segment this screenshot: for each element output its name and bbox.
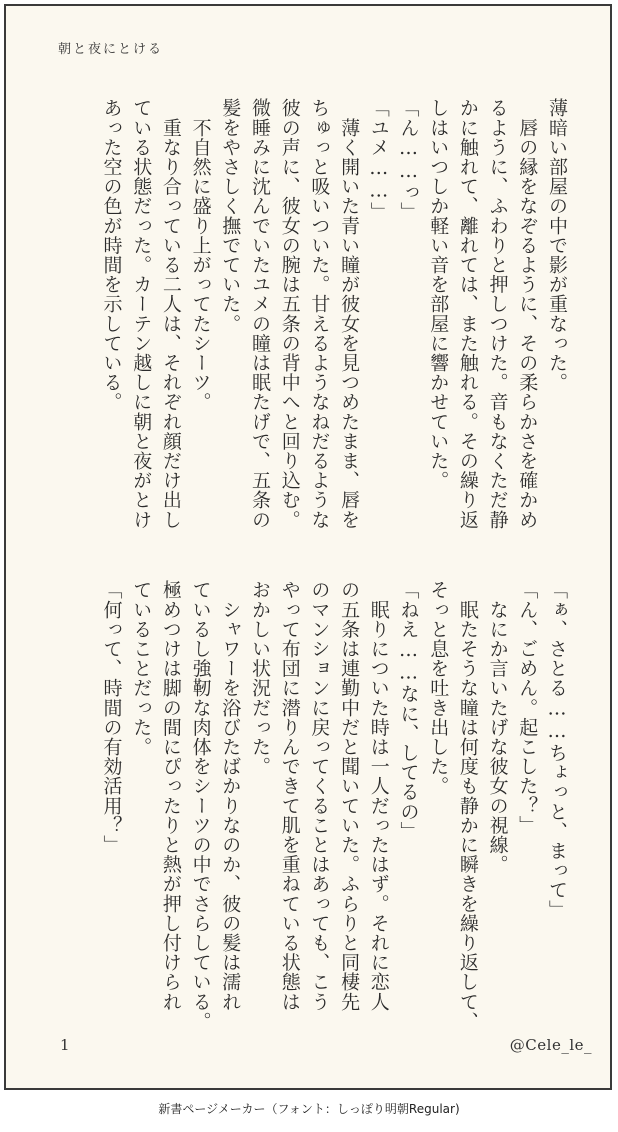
text-line: 髪をやさしく撫でていた。 [219, 98, 242, 334]
text-line: 唇の縁をなぞるように、その柔らかさを確かめ [516, 98, 539, 530]
text-line: ている状態だった。カーテン越しに朝と夜がとけ [130, 98, 153, 530]
text-line: 「ねえ……なに、してるの」 [397, 580, 420, 841]
text-line: 重なり合っている二人は、それぞれ顔だけ出し [159, 98, 182, 530]
text-line: のマンションに戻ってくることはあっても、こう [308, 580, 331, 1012]
text-line: かに触れて、離れては、また触れる。その繰り返 [456, 98, 479, 530]
text-line: の五条は連勤中だと聞いていた。ふらりと同棲先 [338, 580, 361, 1012]
text-line: 薄く開いた青い瞳が彼女を見つめたまま、唇を [338, 98, 361, 530]
text-line: 不自然に盛り上がってたシーツ。 [189, 98, 212, 412]
text-line: 「何って、時間の有効活用？」 [100, 580, 123, 855]
author-handle: @Cele_le_ [509, 1036, 592, 1054]
text-line: 薄暗い部屋の中で影が重なった。 [546, 98, 568, 392]
text-line: 微睡みに沈んでいたユメの瞳は眠たげで、五条の [249, 98, 271, 530]
text-line: そっと息を吐き出した。 [427, 580, 450, 796]
text-line: ているし強靭な肉体をシーツの中でさらしている。 [189, 580, 212, 1031]
footer-credit: 新書ページメーカー（フォント：しっぽり明朝Regular) [158, 1102, 460, 1116]
text-line: るように、ふわりと押しつけた。音もなくただ静 [486, 98, 509, 530]
text-line: 極めつけは脚の間にぴったりと熱が押し付けられ [159, 580, 182, 1012]
text-line: なにか言いたげな彼女の視線。 [486, 580, 509, 874]
page-title: 朝と夜にとける [58, 42, 164, 57]
text-line: 「ん……っ」 [397, 98, 420, 222]
text-line: シャワーを浴びたばかりなのか、彼の髪は濡れ [219, 580, 242, 1012]
text-line: あった空の色が時間を示している。 [100, 98, 123, 412]
text-line: 彼の声に、彼女の腕は五条の背中へと回り込む。 [278, 98, 301, 530]
page-sheet [4, 4, 612, 1090]
text-line: しはいつしか軽い音を部屋に響かせていた。 [427, 98, 450, 490]
text-line: 「ぁ、さとる……ちょっと、まって」 [546, 580, 568, 920]
text-line: 「ん、ごめん。起こした？」 [516, 580, 539, 835]
text-line: 眠りについた時は一人だったはず。それに恋人 [367, 580, 390, 1012]
text-line: ちゅっと吸いついた。甘えるようなねだるような [308, 98, 331, 530]
text-line: 眠たそうな瞳は何度も静かに瞬きを繰り返して、 [456, 580, 479, 1031]
text-line: やって布団に潜りんできて肌を重ねている状態は [278, 580, 301, 1012]
text-line: 「ユメ……」 [367, 98, 390, 222]
page-number: 1 [60, 1036, 70, 1054]
text-line: おかしい状況だった。 [249, 580, 271, 776]
text-line: ていることだった。 [130, 580, 153, 757]
